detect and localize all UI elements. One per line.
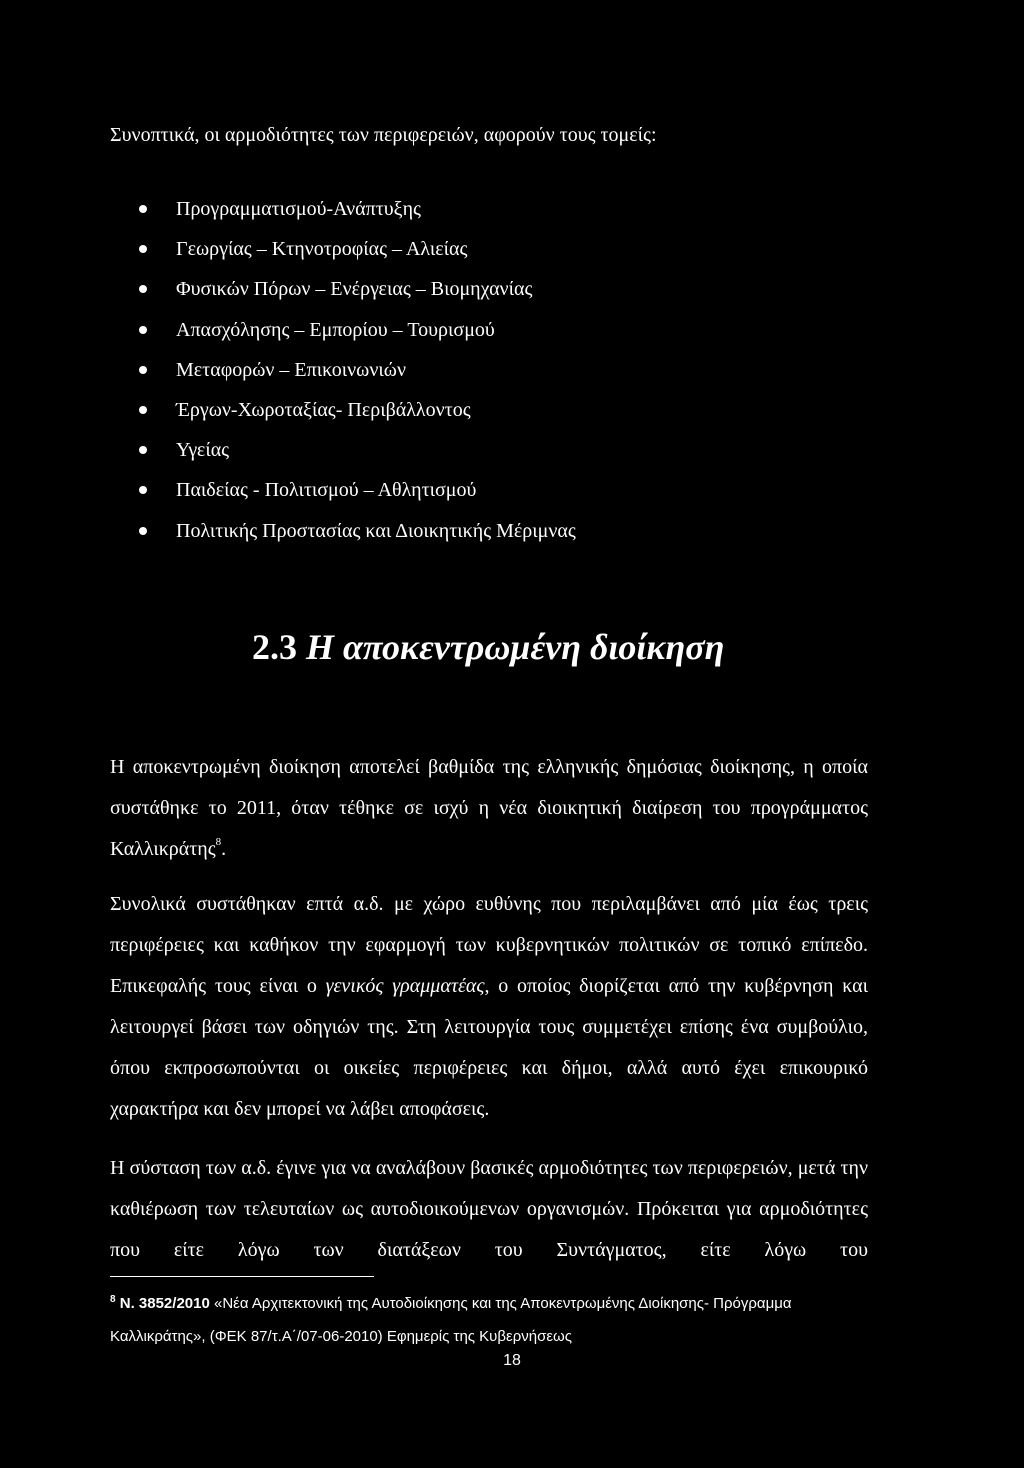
list-item xyxy=(0,430,1024,470)
footnote-text: «Νέα Αρχιτεκτονική της Αυτοδιοίκησης και της Αποκεντρωμένης Διοίκησης- Πρόγραμμα Καλλικράτης», (ΦΕΚ 87/τ.Α΄/07-06-2010) Εφημερίς της Κυβερνήσεως xyxy=(110,1295,792,1345)
bullet-icon xyxy=(139,205,147,213)
list-item xyxy=(0,470,1024,510)
sector-label: Υγείας xyxy=(176,439,230,462)
paragraph-1 xyxy=(110,747,868,870)
list-item xyxy=(0,350,1024,390)
footnote-law: Ν. 3852/2010 xyxy=(119,1295,210,1312)
paragraph-2-part2: , ο οποίος διορίζεται από την κυβέρνηση και λειτουργεί βάσει των οδηγιών της. Στη λειτουργία τους συμμετέχει επίσης ένα συμβούλιο, όπου εκπροσωπούνται οι οικείες περιφέρειες και δήμοι, αλλά αυτό έχει επικουρικό χαρακτήρα και δεν μπορεί να λάβει αποφάσεις. xyxy=(110,975,869,1120)
list-item xyxy=(0,229,1024,269)
paragraph-3: Η σύσταση των α.δ. έγινε για να αναλάβουν βασικές αρμοδιότητες των περιφερειών, μετά την καθιέρωση των τελευταίων ως αυτοδιοικούμενων οργανισμών. Πρόκειται για αρμοδιότητες που είτε λόγω των διατάξεων του Συντάγματος, είτε λόγω του xyxy=(110,1157,868,1261)
sector-label: Φυσικών Πόρων – Ενέργειας – Βιομηχανίας xyxy=(176,278,533,301)
paragraph-2-part1: Συνολικά συστάθηκαν επτά α.δ. με χώρο ευθύνης που περιλαμβάνει από μία έως τρεις περιφέρειες και καθήκον την εφαρμογή των κυβερνητικών πολιτικών σε τοπικό επίπεδο. Επικεφαλής τους είναι ο xyxy=(110,893,868,997)
bullet-icon xyxy=(139,486,147,494)
paragraph-2-italic: γενικός γραμματέας xyxy=(325,975,485,997)
intro-text: Συνοπτικά, οι αρμοδιότητες των περιφερειών, αφορούν τους τομείς: xyxy=(110,124,657,146)
sector-label: Μεταφορών – Επικοινωνιών xyxy=(176,358,406,381)
paragraph-2 xyxy=(110,884,868,1130)
sector-label: Παιδείας - Πολιτισμού – Αθλητισμού xyxy=(176,479,477,502)
section-number: 2.3 xyxy=(252,627,297,667)
footnote xyxy=(110,1287,870,1353)
bullet-icon xyxy=(139,366,147,374)
list-item xyxy=(0,310,1024,350)
footnote-divider xyxy=(110,1276,374,1277)
bullet-icon xyxy=(139,446,147,454)
list-item xyxy=(0,189,1024,229)
sector-label: Έργων-Χωροταξίας- Περιβάλλοντος xyxy=(176,398,471,421)
bullet-icon xyxy=(139,285,147,293)
list-item xyxy=(0,390,1024,430)
paragraph-1-text: Η αποκεντρωμένη διοίκηση αποτελεί βαθμίδα της ελληνικής δημόσιας διοίκησης, η οποία συστάθηκε το 2011, όταν τέθηκε σε ισχύ η νέα διοικητική διαίρεση του προγράμματος Καλλικράτης xyxy=(110,756,868,860)
section-heading xyxy=(252,626,724,668)
paragraph-1-end: . xyxy=(221,838,227,860)
footnote-number: 8 xyxy=(110,1294,116,1305)
footnote-reference[interactable]: 8 xyxy=(215,836,222,848)
sector-label: Γεωργίας – Κτηνοτροφίας – Αλιείας xyxy=(176,238,468,261)
bullet-icon xyxy=(139,326,147,334)
sector-label: Απασχόλησης – Εμπορίου – Τουρισμού xyxy=(176,318,495,341)
section-title: Η αποκεντρωμένη διοίκηση xyxy=(306,627,725,667)
sector-label: Προγραμματισμού-Ανάπτυξης xyxy=(176,198,421,220)
list-item xyxy=(0,511,1024,551)
bullet-icon xyxy=(139,527,147,535)
list-item xyxy=(0,269,1024,309)
bullet-icon xyxy=(139,245,147,253)
bullet-icon xyxy=(139,406,147,414)
page-number: 18 xyxy=(503,1352,521,1369)
sector-label: Πολιτικής Προστασίας και Διοικητικής Μέριμνας xyxy=(176,519,576,542)
sector-list xyxy=(0,189,1024,551)
